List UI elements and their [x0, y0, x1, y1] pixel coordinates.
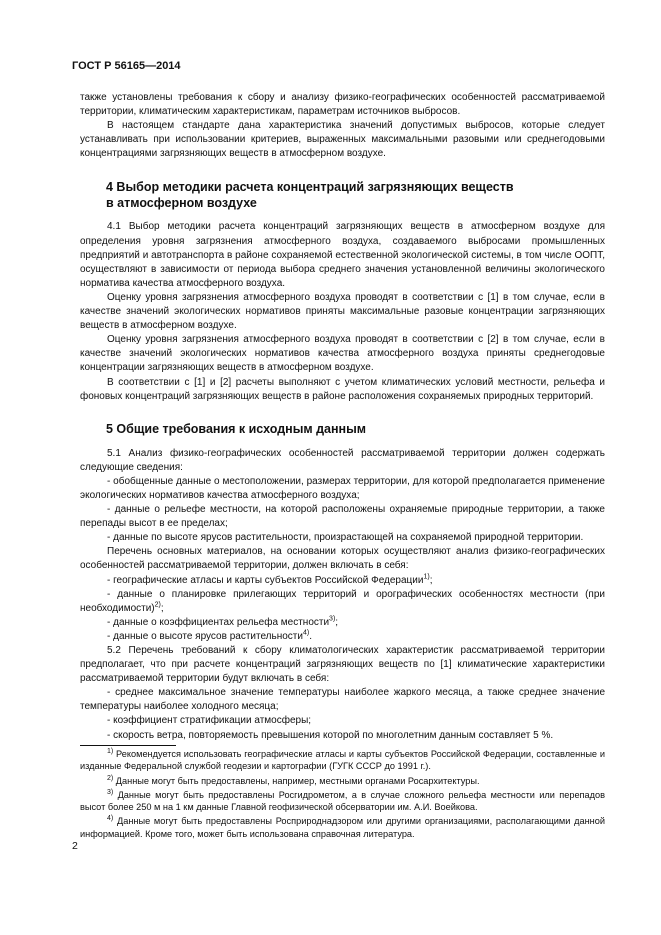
- document-code: ГОСТ Р 56165—2014: [72, 60, 181, 72]
- footnote-text: Рекомендуется использовать географические атласы и карты субъектов Российской Федерации, составленные и изданные Федеральной службой геодезии и картографии (ГУГК СССР до 1991 г.).: [80, 749, 605, 772]
- footnotes: [80, 745, 605, 842]
- footnote: [80, 748, 605, 773]
- footnote-mark: 1): [107, 747, 114, 755]
- list-item: [80, 574, 605, 588]
- paragraph: Перечень основных материалов, на основании которых осуществляют анализ физико-географических особенностей рассматриваемой территории, должен включать в себя:: [80, 546, 605, 572]
- paragraph: также установлены требования к сбору и анализу физико-географических особенностей рассматриваемой территории, климатическим характеристикам, параметрам источников выбросов.: [80, 92, 605, 118]
- footnote: [80, 775, 605, 787]
- paragraph: 5.1 Анализ физико-географических особенностей рассматриваемой территории должен содержать следующие сведения:: [80, 447, 605, 473]
- footnote-ref[interactable]: 4): [302, 629, 310, 637]
- footnote-ref[interactable]: 3): [329, 615, 336, 623]
- list-item-text: - данные о высоте ярусов растительности: [107, 630, 303, 642]
- list-item-end: ;: [160, 602, 164, 614]
- section-4-title: [80, 179, 605, 211]
- paragraph: 5.2 Перечень требований к сбору климатологических характеристик рассматриваемой территории предполагает, что при расчете концентраций загрязняющих веществ по [1] климатические характеристики рассматриваемой территории будут включать в себя:: [80, 645, 605, 685]
- list-item-end: ;: [429, 574, 433, 586]
- list-item-end: .: [309, 630, 312, 642]
- page-number: 2: [72, 840, 78, 852]
- list-item: - данные о рельефе местности, на которой расположены охраняемые природные территории, а также перепады высот в ее пределах;: [80, 504, 605, 530]
- list-item: [80, 616, 605, 630]
- list-item: - обобщенные данные о местоположении, размерах территории, для которой предполагается применение экологических нормативов качества атмосферного воздуха;: [80, 475, 605, 501]
- list-item-text: - географические атласы и карты субъектов Российской Федерации: [107, 574, 424, 586]
- footnote-text: Данные могут быть предоставлены Росгидрометом, а в случае сложного рельефа местности или перепадов высот более 250 м на 1 км данные Главной геофизической обсерватории им. А.И. Воейкова.: [80, 789, 605, 813]
- footnote-text: Данные могут быть предоставлены Росприроднадзором или другими организациями, располагающими данной информацией. Кроме того, может быть использована справочная литература.: [80, 816, 605, 839]
- list-item: [80, 588, 605, 616]
- paragraph: Оценку уровня загрязнения атмосферного воздуха проводят в соответствии с [2] в том случае, если в качестве значений экологических нормативов качества атмосферного воздуха приняты среднегодовые концентрации загрязняющих веществ в атмосферном воздухе.: [80, 334, 605, 374]
- footnote-mark: 4): [107, 815, 114, 823]
- footnote-ref[interactable]: 2): [154, 601, 161, 609]
- list-item: - данные по высоте ярусов растительности, произрастающей на сохраняемой природной территории.: [107, 532, 584, 544]
- section-4-title-line1: 4 Выбор методики расчета концентраций загрязняющих веществ: [106, 180, 514, 195]
- footnote-mark: 2): [107, 774, 114, 782]
- list-item-text: - данные о планировке прилегающих территорий и орографических особенностях местности (при необходимости): [80, 588, 605, 614]
- list-item: [80, 630, 605, 644]
- main-text: [80, 91, 605, 743]
- paragraph: Оценку уровня загрязнения атмосферного воздуха проводят в соответствии с [1] в том случае, если в качестве значений экологических нормативов приняты максимальные разовые концентрации загрязняющих веществ в атмосферном воздухе.: [80, 291, 605, 332]
- list-item: - скорость ветра, повторяемость превышения которой по многолетним данным составляет 5 %.: [107, 729, 554, 741]
- paragraph: В соответствии с [1] и [2] расчеты выполняют с учетом климатических условий местности, рельефа и фоновых концентраций загрязняющих веществ в районе расположения сохраняемых природных территорий.: [80, 376, 605, 402]
- footnote-text: Данные могут быть предоставлены, например, местными органами Росархитектуры.: [113, 775, 480, 786]
- footnote: [80, 815, 605, 840]
- paragraph: В настоящем стандарте дана характеристика значений допустимых выбросов, которые следует устанавливать при использовании критериев, выраженных максимальными разовыми или среднегодовыми концентрациями загрязняющих веществ в атмосферном воздухе.: [80, 120, 605, 160]
- footnote-ref[interactable]: 1): [423, 573, 430, 581]
- list-item: - коэффициент стратификации атмосферы;: [107, 715, 312, 727]
- footnote-mark: 3): [107, 788, 114, 796]
- footnote: [80, 789, 605, 814]
- list-item-end: ;: [335, 616, 339, 628]
- section-4-title-line2: в атмосферном воздухе: [106, 196, 257, 211]
- list-item-text: - данные о коэффициентах рельефа местности: [107, 616, 330, 628]
- section-5-title: 5 Общие требования к исходным данным: [106, 421, 366, 436]
- footnote-divider: [80, 745, 176, 746]
- paragraph: 4.1 Выбор методики расчета концентраций загрязняющих веществ в атмосферном воздухе для определения уровня загрязнения атмосферного воздуха, создаваемого выбросами промышленных предприятий и автотранспорта в районе сохраняемой естественной экологической системы, в том числе ООПТ, осуществляют в зависимости от периода выбора среднего значения установленной величины экологического норматива качества атмосферного воздуха.: [80, 221, 605, 289]
- list-item: - среднее максимальное значение температуры наиболее жаркого месяца, а также среднее значение температуры наиболее холодного месяца;: [80, 687, 605, 713]
